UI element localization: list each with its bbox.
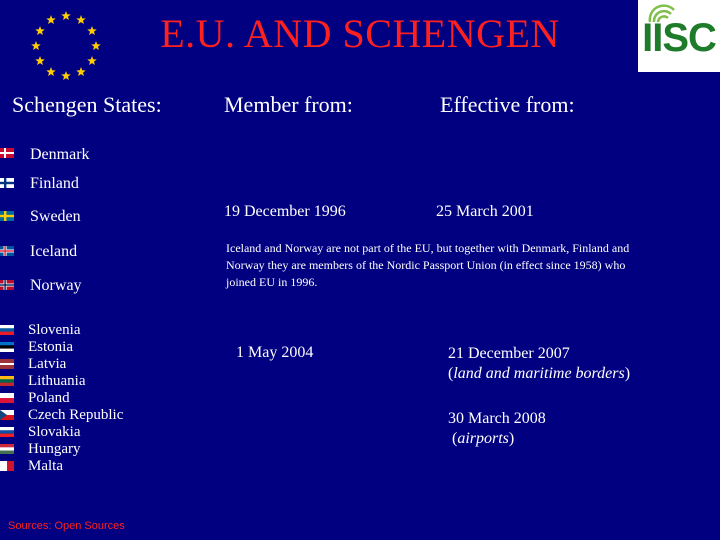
country-finland: Finland (30, 175, 79, 192)
iisc-logo (638, 0, 720, 72)
header-member: Member from: (224, 92, 353, 117)
country-lithuania: Lithuania (28, 373, 86, 389)
iceland-flag-icon (0, 246, 14, 256)
nordic-note: Iceland and Norway are not part of the EU, but together with Denmark, Finland and Norway they are members of the Nordic Passport Union (in effect since 1958) who joined EU in 1996. (226, 241, 630, 289)
effective-air-date: 30 March 2008 (448, 410, 546, 427)
country-czech-republic: Czech Republic (28, 407, 124, 423)
eastern-country-list (28, 322, 123, 475)
estonia-flag-icon (0, 342, 14, 352)
slovakia-flag-icon (0, 427, 14, 437)
eastern-effective-air (448, 409, 546, 449)
country-denmark: Denmark (30, 146, 90, 163)
effective-air-note: (airports) (452, 430, 515, 447)
eu-star-icon (76, 67, 86, 76)
effective-land-note: (land and maritime borders) (448, 365, 631, 382)
page-title: E.U. AND SCHENGEN (160, 11, 560, 56)
logo-text: IISC (642, 16, 716, 60)
eastern-member-date: 1 May 2004 (236, 344, 314, 361)
malta-flag-icon (0, 461, 14, 471)
country-norway: Norway (30, 277, 82, 294)
eastern-effective-land (448, 344, 630, 384)
hungary-flag-icon (0, 444, 14, 454)
nordic-effective-date: 25 March 2001 (436, 203, 534, 220)
eu-star-icon (87, 56, 97, 65)
eu-star-icon (46, 67, 56, 76)
eu-star-icon (35, 56, 45, 65)
latvia-flag-icon (0, 359, 14, 369)
lithuania-flag-icon (0, 376, 14, 386)
header-effective: Effective from: (440, 92, 575, 117)
effective-land-date: 21 December 2007 (448, 345, 570, 362)
norway-flag-icon (0, 280, 14, 290)
nordic-member-date: 19 December 1996 (224, 203, 346, 220)
country-estonia: Estonia (28, 339, 73, 355)
source-note: Sources: Open Sources (8, 520, 125, 532)
denmark-flag-icon (0, 148, 14, 158)
slovenia-flag-icon (0, 325, 14, 335)
country-sweden: Sweden (30, 208, 81, 225)
country-slovakia: Slovakia (28, 424, 81, 440)
country-iceland: Iceland (30, 243, 78, 260)
finland-flag-icon (0, 178, 14, 188)
country-slovenia: Slovenia (28, 322, 81, 338)
country-malta: Malta (28, 458, 63, 474)
czech-flag-icon (0, 410, 14, 420)
country-hungary: Hungary (28, 441, 81, 457)
country-latvia: Latvia (28, 356, 67, 372)
poland-flag-icon (0, 393, 14, 403)
eu-star-icon (61, 71, 71, 80)
header-states: Schengen States: (12, 92, 162, 117)
sweden-flag-icon (0, 211, 14, 221)
country-poland: Poland (28, 390, 70, 406)
